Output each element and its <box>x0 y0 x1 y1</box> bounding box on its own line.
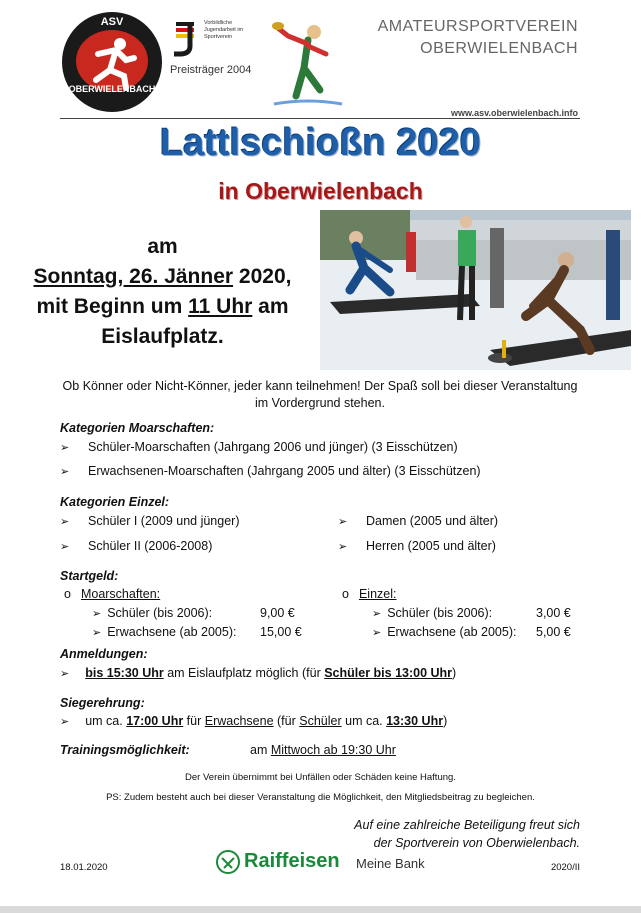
anmeldungen-line <box>60 666 456 680</box>
list-item <box>60 440 458 454</box>
runner-logo-icon <box>76 30 148 92</box>
curler-drawing-icon <box>268 18 348 108</box>
bottom-bar <box>0 906 641 913</box>
price-value: 3,00 € <box>536 606 571 620</box>
circle-bullet: o <box>342 587 349 601</box>
moarschaften-label: Moarschaften: <box>80 587 161 601</box>
raiffeisen-gable-icon <box>216 850 240 874</box>
footer-reference: 2020/II <box>550 862 580 873</box>
anmeldung-schueler: Schüler bis 13:00 Uhr <box>324 666 453 680</box>
price-row <box>92 625 312 639</box>
price-label: Schüler (bis 2006): <box>387 606 493 620</box>
award-text: Preisträger 2004 <box>170 64 252 76</box>
club-name-line1: AMATEURSPORTVEREIN <box>377 18 578 35</box>
siegerehrung-erwachsene: Erwachsene <box>204 714 274 728</box>
event-place: Eislaufplatz. <box>101 325 224 348</box>
siegerehrung-text: (für <box>273 714 300 728</box>
heading-einzel: Kategorien Einzel: <box>60 495 170 509</box>
price-value: 15,00 € <box>260 625 302 639</box>
list-item-text: Schüler-Moarschaften (Jahrgang 2006 und jünger) (3 Eisschützen) <box>88 440 458 454</box>
heading-training: Trainingsmöglichkeit: <box>60 743 190 757</box>
header-divider <box>60 118 580 119</box>
list-item-text: Schüler I (2009 und jünger) <box>88 514 240 528</box>
siegerehrung-text: um ca. <box>85 714 127 728</box>
arrow-bullet-icon: ➢ <box>60 716 70 728</box>
arrow-bullet-icon: ➢ <box>92 608 102 620</box>
thanks-line1: Auf eine zahlreiche Beteiligung freut sich <box>354 818 580 832</box>
club-url: www.asv.oberwielenbach.info <box>450 108 578 118</box>
anmeldung-text2: ) <box>452 666 457 680</box>
start-prefix: mit Beginn um <box>36 295 189 318</box>
date-am: am <box>147 235 178 258</box>
date-sonntag: Sonntag, 26. Jänner <box>33 265 234 288</box>
price-row <box>372 606 582 620</box>
list-item-text: Damen (2005 und älter) <box>366 514 499 528</box>
list-item <box>338 539 496 553</box>
price-label: Erwachsene (ab 2005): <box>107 625 237 639</box>
thanks-text <box>300 816 580 852</box>
siegerehrung-text: ) <box>443 714 448 728</box>
intro-text: Ob Könner oder Nicht-Könner, jeder kann teilnehmen! Der Spaß soll bei dieser Veranstaltung im Vordergrund stehen. <box>62 379 578 410</box>
arrow-bullet-icon: ➢ <box>60 442 70 454</box>
siegerehrung-text: um ca. <box>341 714 387 728</box>
arrow-bullet-icon: ➢ <box>60 541 70 553</box>
anmeldung-time: bis 15:30 Uhr <box>85 666 164 680</box>
start-line <box>10 292 315 322</box>
logo-bottom-text: OBERWIELENBACH <box>68 84 156 94</box>
siegerehrung-line <box>60 714 447 728</box>
siegerehrung-time2: 13:30 Uhr <box>386 714 444 728</box>
start-time: 11 Uhr <box>188 295 253 318</box>
arrow-bullet-icon: ➢ <box>372 608 382 620</box>
arrow-bullet-icon: ➢ <box>338 516 348 528</box>
siegerehrung-text: für <box>183 714 205 728</box>
anmeldung-text1: am Eislaufplatz möglich (für <box>163 666 325 680</box>
event-title: Lattlschioßn 2020 <box>160 122 481 164</box>
training-prefix: am <box>250 743 271 757</box>
arrow-bullet-icon: ➢ <box>338 541 348 553</box>
date-line <box>10 262 315 292</box>
heading-anmeldungen: Anmeldungen: <box>60 647 148 661</box>
list-item <box>60 464 481 478</box>
list-item <box>60 514 240 528</box>
einzel-label: Einzel: <box>358 587 397 601</box>
footer-date: 18.01.2020 <box>60 862 108 873</box>
siegerehrung-schueler: Schüler <box>299 714 342 728</box>
jugendarbeit-text: Vorbildliche Jugendarbeit im Sportverein <box>204 20 244 40</box>
arrow-bullet-icon: ➢ <box>60 516 70 528</box>
price-label: Schüler (bis 2006): <box>107 606 213 620</box>
list-item-text: Erwachsenen-Moarschaften (Jahrgang 2005 und älter) (3 Eisschützen) <box>88 464 481 478</box>
heading-moarschaften: Kategorien Moarschaften: <box>60 421 215 435</box>
training-line <box>250 743 396 757</box>
bank-slogan: Meine Bank <box>356 856 425 871</box>
arrow-bullet-icon: ➢ <box>60 466 70 478</box>
price-value: 5,00 € <box>536 625 571 639</box>
date-year: 2020, <box>233 265 292 288</box>
training-when: Mittwoch ab 19:30 Uhr <box>270 743 396 757</box>
heading-siegerehrung: Siegerehrung: <box>60 696 145 710</box>
siegerehrung-time1: 17:00 Uhr <box>126 714 184 728</box>
event-subtitle: in Oberwielenbach <box>218 178 423 204</box>
price-value: 9,00 € <box>260 606 295 620</box>
ps-text: PS: Zudem besteht auch bei dieser Veranstaltung die Möglichkeit, den Mitgliedsbeitrag zu begleichen. <box>106 792 535 803</box>
list-item-text: Schüler II (2006-2008) <box>88 539 213 553</box>
logo-top-text: ASV <box>100 16 124 28</box>
list-item-text: Herren (2005 und älter) <box>366 539 496 553</box>
list-item <box>60 539 213 553</box>
circle-bullet: o <box>64 587 71 601</box>
price-label: Erwachsene (ab 2005): <box>387 625 517 639</box>
arrow-bullet-icon: ➢ <box>372 627 382 639</box>
club-name-line2: OBERWIELENBACH <box>420 40 578 57</box>
list-item <box>338 514 499 528</box>
startgeld-moarschaften <box>64 587 160 601</box>
event-date-block <box>10 232 315 352</box>
startgeld-einzel <box>342 587 396 601</box>
event-photo <box>320 210 631 370</box>
bank-name: Raiffeisen <box>244 850 340 872</box>
price-row <box>372 625 582 639</box>
arrow-bullet-icon: ➢ <box>92 627 102 639</box>
price-row <box>92 606 312 620</box>
thanks-line2: der Sportverein von Oberwielenbach. <box>373 836 580 850</box>
heading-startgeld: Startgeld: <box>60 569 119 583</box>
arrow-bullet-icon: ➢ <box>60 668 70 680</box>
start-suffix: am <box>252 295 289 318</box>
disclaimer-text: Der Verein übernimmt bei Unfällen oder Schäden keine Haftung. <box>185 772 456 783</box>
